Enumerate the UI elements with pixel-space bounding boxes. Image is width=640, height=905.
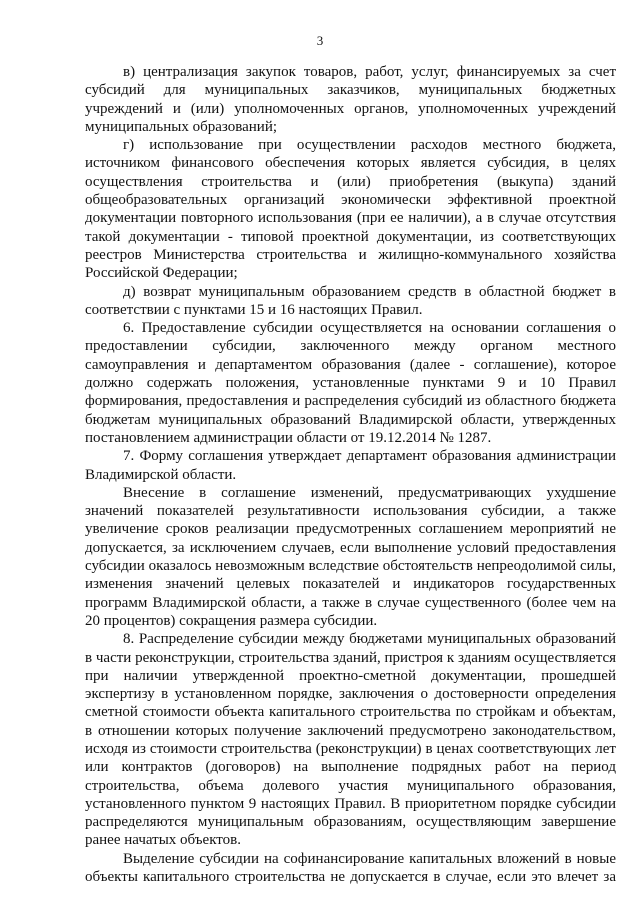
paragraph-item-d: д) возврат муниципальным образованием средств в областной бюджет в соответствии с пунктами 15 и 16 настоящих Правил. (85, 283, 616, 318)
paragraph-item-g: г) использование при осуществлении расходов местного бюджета, источником финансового обеспечения которых является субсидия, в целях осуществления строительства и (или) приобретения (выкупа) зданий общеобразовательных организаций экономически эффективной проектной документации повторного использования (при ее наличии), а в случае отсутствия такой документации - типовой проектной документации, из соответствующих реестров Министерства строительства и жилищно-коммунального хозяйства Российской Федерации; (85, 137, 616, 282)
page-number: 3 (316, 33, 324, 48)
paragraph-amendments: Внесение в соглашение изменений, предусматривающих ухудшение значений показателей результативности использования субсидии, а также увеличение сроков реализации предусмотренных соглашением мероприятий не допускается, за исключением случаев, если выполнение условий предоставления субсидии оказалось невозможным вследствие обстоятельств непреодолимой силы, изменения значений целевых показателей и индикаторов государственных программ Владимирской области, а также в случае существенного (более чем на 20 процентов) сокращения размера субсидии. (85, 484, 616, 629)
paragraph-clause-8: 8. Распределение субсидии между бюджетами муниципальных образований в части реконструкции, строительства зданий, пристроя к зданиям осуществляется при наличии утвержденной проектно-сметной документации, прошедшей экспертизу в установленном порядке, заключения о достоверности определения сметной стоимости объекта капитального строительства по стройкам и объектам, в отношении которых получение заключений предусмотрено законодательством, исходя из стоимости строительства (реконструкции) в ценах соответствующих лет или контрактов (договоров) на выполнение подрядных работ на период строительства, объема долевого участия муниципального образования, установленного пунктом 9 настоящих Правил. В приоритетном порядке субсидии распределяются муниципальным образованиям, осуществляющим завершение ранее начатых объектов. (85, 631, 616, 849)
paragraph-cofinancing: Выделение субсидии на софинансирование капитальных вложений в новые объекты капитального строительства не допускается в случае, если это влечет за (85, 850, 616, 886)
paragraph-item-v: в) централизация закупок товаров, работ, услуг, финансируемых за счет субсидий для муниципальных заказчиков, муниципальных бюджетных учреждений и (или) уполномоченных органов, уполномоченных учреждений муниципальных образований; (85, 64, 616, 135)
document-body (85, 63, 616, 886)
paragraph-clause-6: 6. Предоставление субсидии осуществляется на основании соглашения о предоставлении субсидии, заключенного между органом местного самоуправления и департаментом образования (далее - соглашение), которое должно содержать положения, установленные пунктами 9 и 10 Правил формирования, предоставления и распределения субсидий из областного бюджета бюджетам муниципальных образований Владимирской области, утвержденных постановлением администрации области от 19.12.2014 № 1287. (85, 320, 616, 446)
paragraph-clause-7: 7. Форму соглашения утверждает департамент образования администрации Владимирской области. (85, 448, 616, 483)
